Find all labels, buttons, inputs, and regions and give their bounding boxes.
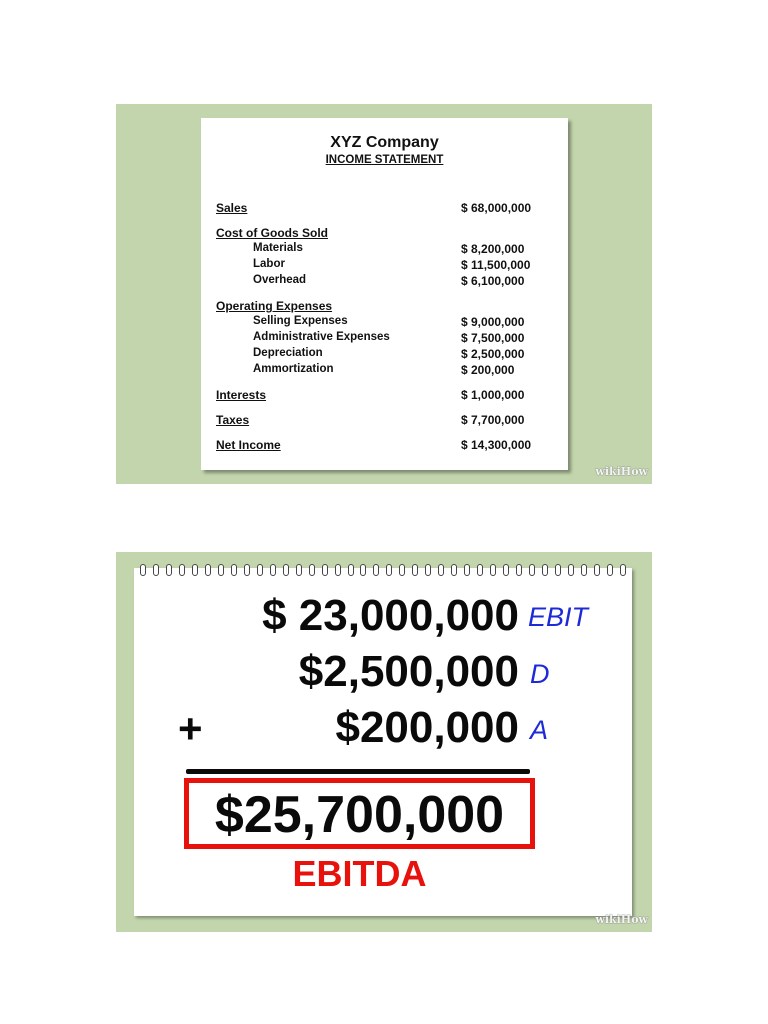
row-label: Net Income [216,438,281,452]
ebit-amount: $ 23,000,000 [262,591,519,640]
spiral-ring [451,564,457,576]
row-operating-expenses [216,299,556,314]
spiral-ring [257,564,263,576]
spiral-ring [581,564,587,576]
spiral-binding [140,564,626,578]
amortization-amount: $200,000 [335,703,519,752]
spiral-ring [438,564,444,576]
row-administrative-expenses [216,331,556,346]
spiral-ring [153,564,159,576]
watermark-how: How [620,465,648,478]
income-statement-panel [116,104,652,484]
watermark-wiki: wiki [595,913,621,926]
spiral-ring [205,564,211,576]
watermark-wiki: wiki [595,465,621,478]
spiral-ring [166,564,172,576]
spiral-ring [309,564,315,576]
spiral-ring [140,564,146,576]
spiral-ring [399,564,405,576]
company-name: XYZ Company [330,134,439,151]
spiral-ring [490,564,496,576]
statement-title: INCOME STATEMENT [325,154,444,166]
spiral-ring [594,564,600,576]
row-label: Sales [216,201,248,215]
wikihow-watermark [595,913,648,926]
spiral-ring [231,564,237,576]
ebitda-total: $25,700,000 [214,786,505,844]
spiral-ring [218,564,224,576]
row-value: $ 7,700,000 [461,413,525,427]
row-label: Depreciation [253,347,323,359]
income-statement-sheet [201,118,568,470]
row-label: Operating Expenses [216,299,333,313]
total-box [184,778,535,849]
spiral-ring [244,564,250,576]
row-label: Overhead [253,274,307,286]
spiral-ring [270,564,276,576]
row-value: $ 14,300,000 [461,438,532,452]
watermark-how: How [620,913,648,926]
row-taxes [216,413,556,428]
row-selling-expenses [216,315,556,330]
spiral-ring [555,564,561,576]
row-sales [216,201,556,216]
row-value: $ 11,500,000 [461,258,531,272]
spiral-ring [607,564,613,576]
notepad-sheet [134,568,632,916]
spiral-ring [360,564,366,576]
row-label: Taxes [216,413,250,427]
spiral-ring [529,564,535,576]
wikihow-watermark [595,465,648,478]
spiral-ring [322,564,328,576]
spiral-ring [568,564,574,576]
spiral-ring [192,564,198,576]
spiral-ring [412,564,418,576]
sum-line [186,769,530,774]
spiral-ring [503,564,509,576]
row-value: $ 6,100,000 [461,274,525,288]
row-ammortization [216,363,556,378]
spiral-ring [477,564,483,576]
row-materials [216,242,556,257]
row-value: $ 68,000,000 [461,201,532,215]
row-interests [216,388,556,403]
row-depreciation [216,347,556,362]
row-label: Labor [253,258,285,270]
spiral-ring [179,564,185,576]
row-value: $ 2,500,000 [461,347,525,361]
plus-operator: + [178,705,203,752]
row-label: Administrative Expenses [253,331,390,343]
spiral-ring [620,564,626,576]
spiral-ring [542,564,548,576]
row-net-income [216,438,556,453]
row-cogs [216,226,556,241]
ebitda-label: EBITDA [292,853,427,894]
row-labor [216,258,556,273]
row-value: $ 200,000 [461,363,515,377]
spiral-ring [464,564,470,576]
row-label: Ammortization [253,363,334,375]
row-value: $ 9,000,000 [461,315,525,329]
row-label: Materials [253,242,303,254]
spiral-ring [296,564,302,576]
spiral-ring [335,564,341,576]
depreciation-amount: $2,500,000 [298,647,519,696]
row-value: $ 1,000,000 [461,388,525,402]
row-value: $ 8,200,000 [461,242,525,256]
amortization-tag: A [530,715,549,745]
spiral-ring [348,564,354,576]
row-value: $ 7,500,000 [461,331,525,345]
row-label: Cost of Goods Sold [216,226,328,240]
spiral-ring [425,564,431,576]
spiral-ring [373,564,379,576]
depreciation-tag: D [530,659,550,689]
row-overhead [216,274,556,289]
spiral-ring [283,564,289,576]
spiral-ring [386,564,392,576]
row-label: Interests [216,388,267,402]
ebitda-calculation-panel [116,552,652,932]
row-label: Selling Expenses [253,315,348,327]
ebit-tag: EBIT [528,602,589,632]
spiral-ring [516,564,522,576]
